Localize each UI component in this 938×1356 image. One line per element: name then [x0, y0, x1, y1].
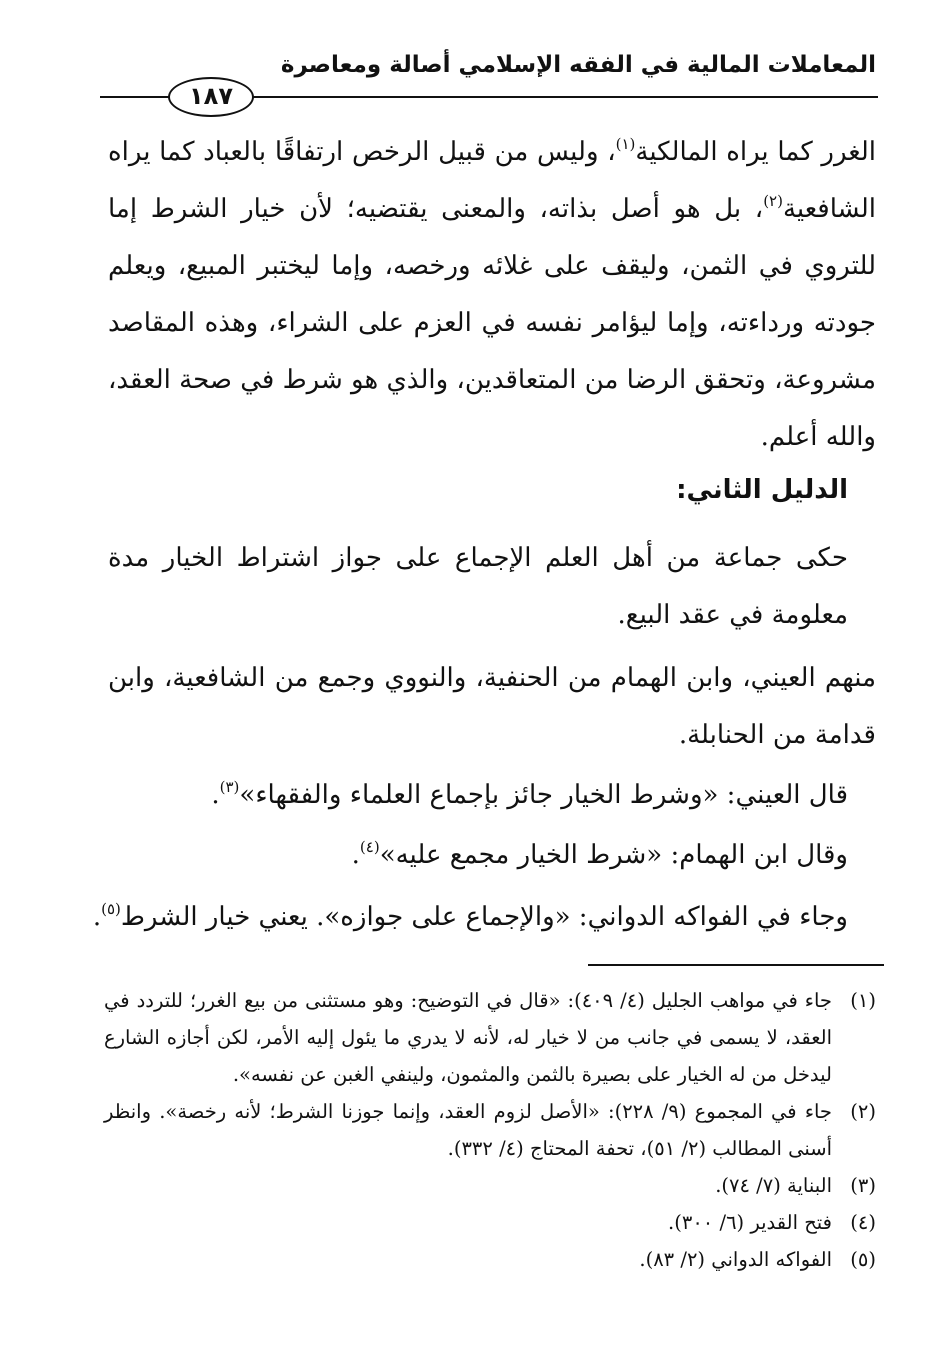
quote-fawakih-end: . [92, 902, 102, 932]
paragraph-2: حكى جماعة من أهل العلم الإجماع على جواز اشتراط الخيار مدة معلومة في عقد البيع. [108, 543, 848, 630]
paragraph-1-part-1: الغرر كما يراه المالكية [635, 137, 876, 167]
footnote-ref-5[interactable]: (٥) [101, 900, 121, 918]
quote-fawakih-text: وجاء في الفواكه الدواني: «والإجماع على جوازه». يعني خيار الشرط [120, 902, 848, 932]
footnote-ref-3[interactable]: (٣) [219, 778, 240, 796]
page-number: ١٨٧ [168, 77, 254, 117]
section-heading: الدليل الثاني: [676, 475, 848, 505]
footnote-number: (١) [850, 989, 876, 1012]
footnote-2 [104, 1093, 876, 1167]
footnote-4 [104, 1204, 876, 1241]
quote-ibn-humam [352, 830, 848, 880]
quote-aini-end: . [211, 780, 220, 810]
footnote-ref-1[interactable]: (١) [615, 135, 636, 153]
running-title: المعاملات المالية في الفقه الإسلامي أصالة ومعاصرة [280, 52, 876, 78]
footnote-3 [104, 1167, 876, 1204]
footnote-number: (٤) [850, 1211, 876, 1234]
footnote-1 [104, 982, 876, 1093]
quote-aini [211, 770, 848, 820]
footnotes [104, 982, 876, 1278]
quote-fawakih [93, 892, 848, 942]
footnote-number: (٣) [850, 1174, 876, 1197]
paragraph-1-part-3: ، بل هو أصل بذاته، والمعنى يقتضيه؛ لأن خيار الشرط إما للتروي في الثمن، وليقف على غلائه ورخصه، وإما ليختبر المبيع، ويعلم جودته ورداءته، وإما ليؤامر نفسه في العزم على الشراء، وهذه المقاصد مشروعة، وتحقق الرضا من المتعاقدين، والذي هو شرط في صحة العقد، والله أعلم. [108, 194, 876, 452]
footnote-text: جاء في مواهب الجليل (٤/ ٤٠٩): «قال في التوضيح: وهو مستثنى من بيع الغرر؛ للتردد في العقد، لا يسمى في جانب من لا خيار له، لأنه لا يدري ما يئول إليه الأمر، لكن أجازه الشارع ليدخل من له الخيار على بصيرة بالثمن والمثمون، ولينفي الغبن عن نفسه». [104, 989, 832, 1086]
paragraph-3: منهم العيني، وابن الهمام من الحنفية، والنووي وجمع من الشافعية، وابن قدامة من الحنابلة. [108, 663, 876, 750]
quote-aini-text: قال العيني: «وشرط الخيار جائز بإجماع العلماء والفقهاء» [239, 780, 848, 810]
paragraph-1-part-2: ، وليس من قبيل الرخص ارتفاقًا بالعباد كما يراه الشافعية [108, 137, 876, 224]
quote-ibn-humam-text: وقال ابن الهمام: «شرط الخيار مجمع عليه» [379, 840, 848, 870]
footnote-ref-4[interactable]: (٤) [359, 838, 380, 856]
quote-ibn-humam-end: . [351, 840, 360, 870]
footnote-text: جاء في المجموع (٩/ ٢٢٨): «الأصل لزوم العقد، وإنما جوزنا الشرط؛ لأنه رخصة». وانظر أسنى المطالب (٢/ ٥١)، تحفة المحتاج (٤/ ٣٣٢). [104, 1100, 832, 1160]
footnote-number: (٥) [850, 1248, 876, 1271]
footnote-text: فتح القدير (٦/ ٣٠٠). [668, 1211, 832, 1234]
footnote-ref-2[interactable]: (٢) [763, 192, 783, 210]
footnote-text: الفواكه الدواني (٢/ ٨٣). [639, 1248, 832, 1271]
footnote-5 [104, 1241, 876, 1278]
footnote-text: البناية (٧/ ٧٤). [715, 1174, 832, 1197]
paragraph-1 [108, 124, 876, 466]
footnote-number: (٢) [850, 1100, 876, 1123]
footnote-separator [588, 964, 884, 966]
